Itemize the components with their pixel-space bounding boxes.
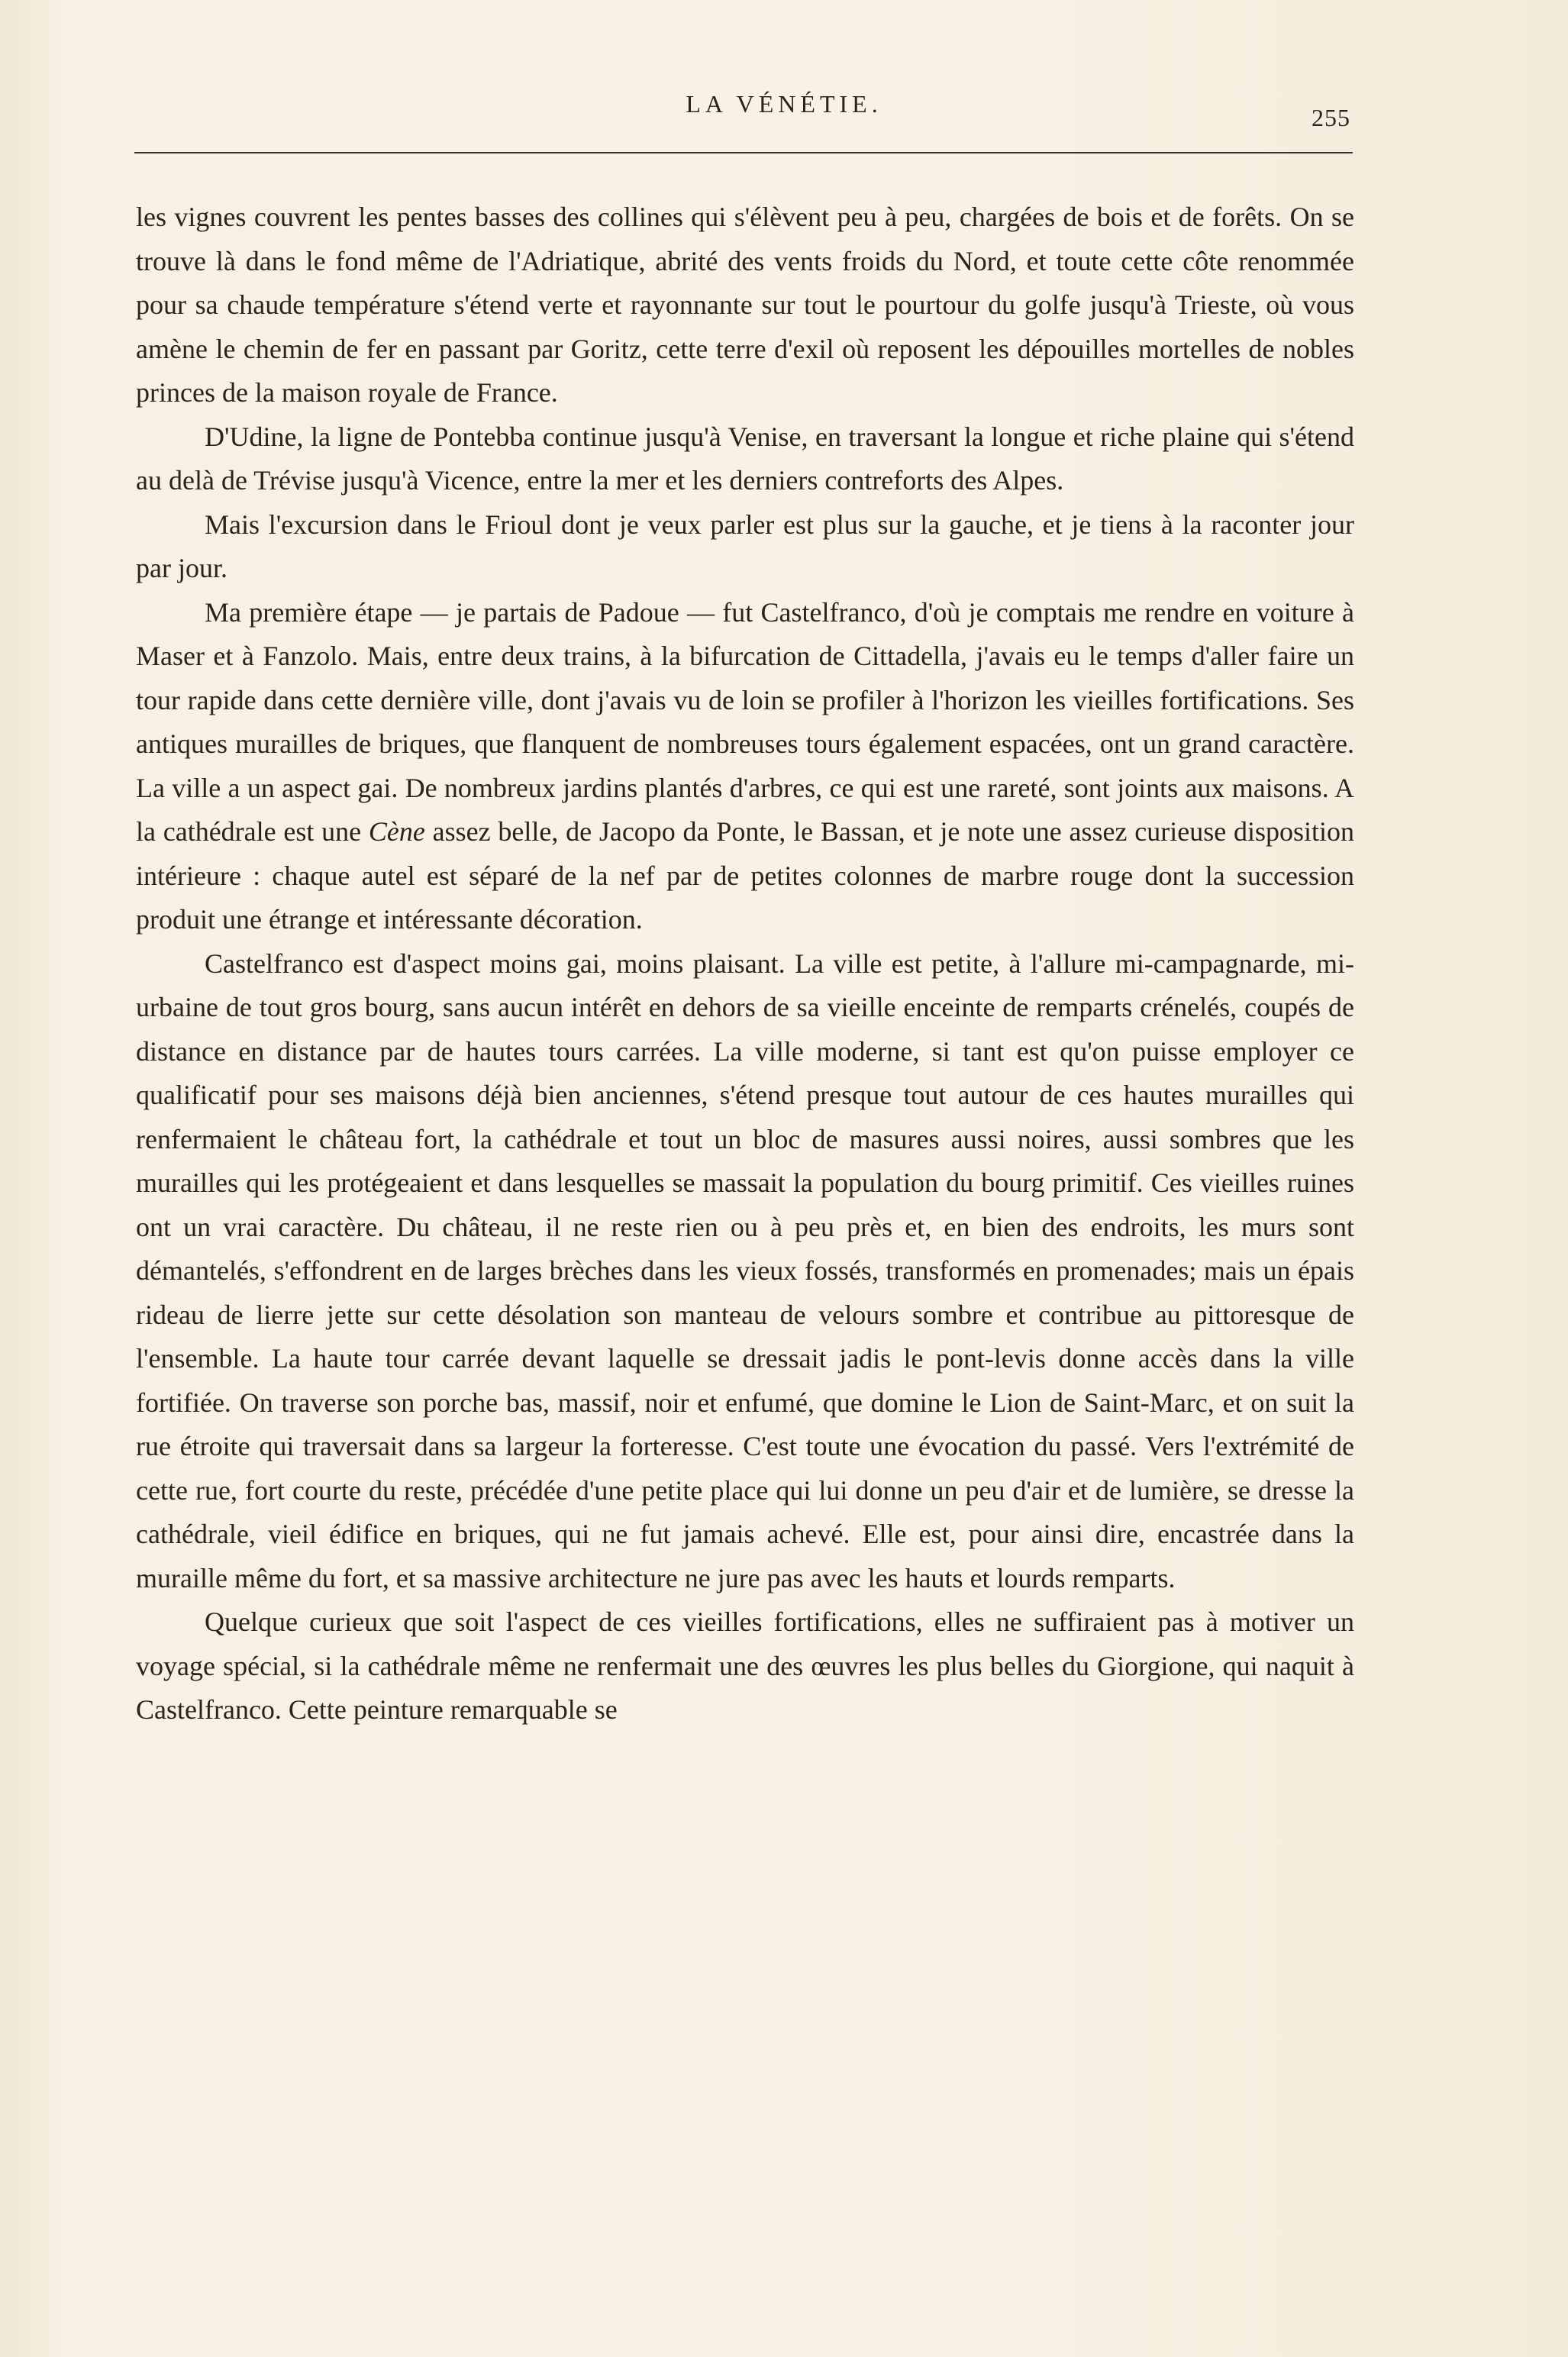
paragraph-4-text-b: assez belle, de Jacopo da Ponte, le Bassan, et je note une assez curieuse disposition intérieure : chaque autel est séparé de la nef par de petites colonnes de marbre rouge dont la succession produit une étrange et intéressante décoration. [136,816,1354,935]
paragraph-4-text-a: Ma première étape — je partais de Padoue — fut Castelfranco, d'où je comptais me rendre en voiture à Maser et à Fanzolo. Mais, entre deux trains, à la bifurcation de Cittadella, j'avais eu le temps d'aller faire un tour rapide dans cette dernière ville, dont j'avais vu de loin se profiler à l'horizon les vieilles fortifications. Ses antiques murailles de briques, que flanquent de nombreuses tours également espacées, ont un grand caractère. La ville a un aspect gai. De nombreux jardins plantés d'arbres, ce qui est une rareté, sont joints aux maisons. A la cathédrale est une [136,596,1354,847]
page-number: 255 [1312,104,1350,131]
header-rule [134,152,1353,153]
running-title: LA VÉNÉTIE. [686,90,882,118]
paragraph-5: Castelfranco est d'aspect moins gai, moins plaisant. La ville est petite, à l'allure mi-campagnarde, mi-urbaine de tout gros bourg, sans aucun intérêt en dehors de sa vieille enceinte de remparts crénelés, coupés de distance en distance par de hautes tours carrées. La ville moderne, si tant est qu'on puisse employer ce qualificatif pour ses maisons déjà bien anciennes, s'étend presque tout autour de ces hautes murailles qui renfermaient le château fort, la cathédrale et tout un bloc de masures aussi noires, aussi sombres que les murailles qui les protégeaient et dans lesquelles se massait la population du bourg primitif. Ces vieilles ruines ont un vrai caractère. Du château, il ne reste rien ou à peu près et, en bien des endroits, les murs sont démantelés, s'effondrent en de larges brèches dans les vieux fossés, transformés en promenades; mais un épais rideau de lierre jette sur cette désolation son manteau de velours sombre et contribue au pittoresque de l'ensemble. La haute tour carrée devant laquelle se dressait jadis le pont-levis donne accès dans la ville fortifiée. On traverse son porche bas, massif, noir et enfumé, que domine le Lion de Saint-Marc, et on suit la rue étroite qui traversait dans sa largeur la forteresse. C'est toute une évocation du passé. Vers l'extrémité de cette rue, fort courte du reste, précédée d'une petite place qui lui donne un peu d'air et de lumière, se dresse la cathédrale, vieil édifice en briques, qui ne fut jamais achevé. Elle est, pour ainsi dire, encastrée dans la muraille même du fort, et sa massive architecture ne jure pas avec les hauts et lourds remparts. [136,948,1354,1593]
paragraph-3: Mais l'excursion dans le Frioul dont je veux parler est plus sur la gauche, et je tiens à la raconter jour par jour. [136,509,1354,583]
paragraph-2: D'Udine, la ligne de Pontebba continue jusqu'à Venise, en traversant la longue et riche plaine qui s'étend au delà de Trévise jusqu'à Vicence, entre la mer et les derniers contreforts des Alpes. [136,421,1354,496]
paragraph-1: les vignes couvrent les pentes basses des collines qui s'élèvent peu à peu, chargées de bois et de forêts. On se trouve là dans le fond même de l'Adriatique, abrité des vents froids du Nord, et toute cette côte renommée pour sa chaude température s'étend verte et rayonnante sur tout le pourtour du golfe jusqu'à Trieste, où vous amène le chemin de fer en passant par Goritz, cette terre d'exil où reposent les dépouilles mortelles de nobles princes de la maison royale de France. [136,202,1354,408]
body-text [136,195,1354,1732]
italic-title: Cène [368,816,425,847]
paragraph-4 [136,591,1354,942]
paragraph-6: Quelque curieux que soit l'aspect de ces vieilles fortifications, elles ne suffiraient pas à motiver un voyage spécial, si la cathédrale même ne renfermait une des œuvres les plus belles du Giorgione, qui naquit à Castelfranco. Cette peinture remarquable se [136,1606,1354,1725]
